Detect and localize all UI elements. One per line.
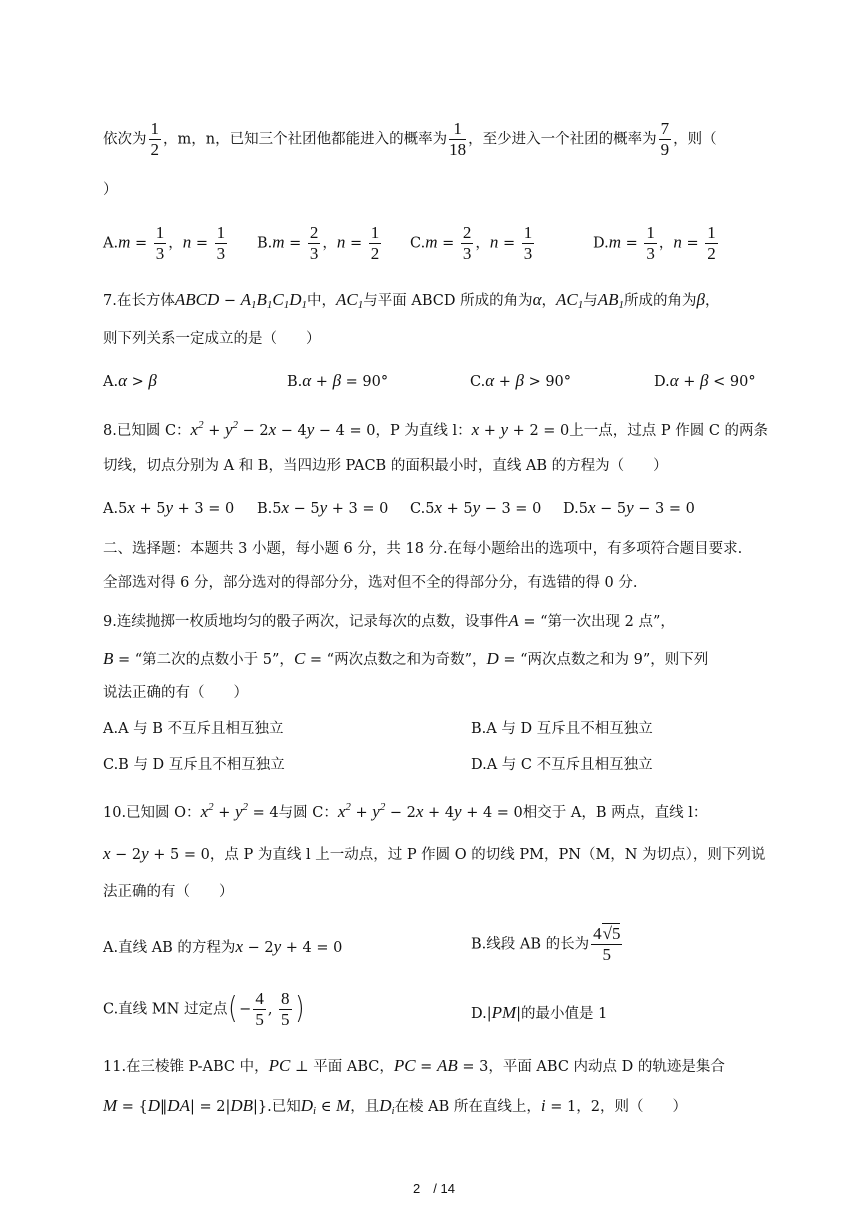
q9-stem-line1: 9.连续抛掷一枚质地均匀的骰子两次，记录每次的点数，设事件A = “第一次出现 2 点”，: [103, 611, 675, 630]
q10-stem-line2: x − 2y + 5 = 0，点 P 为直线 l 上一动点，过 P 作圆 O 的切线 PM，PN（M，N 为切点），则下列说: [103, 844, 766, 863]
q10-stem-line1: 10.已知圆 O：$x^2 + y^2 = 4$与圆 C：$x^2 + y^2 - 2x + 4y + 4 = 0$相交于 A，B 两点，直线 l：: [103, 801, 708, 821]
q7-option-c: C.α + β > 90°: [470, 371, 572, 390]
q6-stem-line2: ）: [103, 182, 118, 198]
fraction: $\frac{1}{2}$: [150, 119, 159, 159]
q6-option-b: B.m = $\frac{2}{3}$ ，n = $\frac{1}{2}$: [257, 223, 380, 263]
q10-option-a: A.直线 AB 的方程为x − 2y + 4 = 0: [103, 937, 343, 956]
q8-option-d: D.5x − 5y − 3 = 0: [563, 498, 695, 517]
q10-option-d: D.|PM|的最小值是 1: [471, 1003, 608, 1022]
q8-option-a: A.5x + 5y + 3 = 0: [103, 498, 235, 517]
q11-stem-line1: 11.在三棱锥 P-ABC 中，PC ⊥ 平面 ABC，PC = AB = 3，平面 ABC 内动点 D 的轨迹是集合: [103, 1056, 725, 1075]
q8-stem-line2: 切线，切点分别为 A 和 B，当四边形 PACB 的面积最小时，直线 AB 的方程为（ ）: [103, 458, 668, 474]
q6-option-d: D.m = $\frac{1}{3}$ ，n = $\frac{1}{2}$: [593, 223, 716, 263]
q7-option-d: D.α + β < 90°: [654, 371, 756, 390]
section2-instructions-line1: 二、选择题：本题共 3 小题，每小题 6 分，共 18 分.在每小题给出的选项中，有多项符合题目要求.: [103, 541, 743, 557]
q11-stem-line2: M = {D‖DA| = 2|DB|}.已知$D_i$ ∈ M，且$D_i$在棱 AB 所在直线上，i = 1，2，则（ ）: [103, 1096, 687, 1117]
section2-instructions-line2: 全部选对得 6 分，部分选对的得部分分，选对但不全的得部分分，有选错的得 0 分.: [103, 575, 638, 591]
q9-option-d: D.A 与 C 不互斥且相互独立: [471, 757, 653, 773]
q9-option-c: C.B 与 D 互斥且不相互独立: [103, 757, 285, 773]
q8-stem-line1: 8.已知圆 C：$x^2 + y^2 - 2x - 4y - 4 = 0$，P 为直线 l：x + y + 2 = 0上一点，过点 P 作圆 C 的两条: [103, 419, 769, 439]
q9-option-b: B.A 与 D 互斥且不相互独立: [471, 721, 653, 737]
q10-option-b: B.线段 AB 的长为 $\frac{4√5}{5}$: [471, 924, 621, 964]
q7-option-b: B.α + β = 90°: [287, 371, 389, 390]
q7-stem-line2: 则下列关系一定成立的是（ ）: [103, 331, 321, 347]
q8-option-b: B.5x − 5y + 3 = 0: [257, 498, 389, 517]
fraction: $\frac{1}{18}$: [449, 119, 467, 159]
q10-stem-line3: 法正确的有（ ）: [103, 884, 234, 900]
q9-option-a: A.A 与 B 不互斥且相互独立: [103, 721, 284, 737]
q6-option-c: C.m = $\frac{2}{3}$ ，n = $\frac{1}{3}$: [410, 223, 533, 263]
q7-option-a: A.α > β: [103, 371, 157, 390]
q8-option-c: C.5x + 5y − 3 = 0: [410, 498, 542, 517]
q9-stem-line2: B = “第二次的点数小于 5”，C = “两次点数之和为奇数”，D = “两次点数之和为 9”，则下列: [103, 649, 709, 668]
fraction: $\frac{7}{9}$: [660, 119, 670, 159]
q9-stem-line3: 说法正确的有（ ）: [103, 685, 248, 701]
page-number: 2 / 14: [413, 1181, 455, 1196]
q10-option-c: C.直线 MN 过定点(− $\frac{4}{5}$ , $\frac{8}{5}$ ): [103, 989, 305, 1029]
q7-stem-line1: 7.在长方体ABCD − $A_1B_1C_1D_1$中，$AC_1$与平面 ABCD 所成的角为α，$AC_1$与$AB_1$所成的角为β，: [103, 290, 720, 311]
q6-option-a: A.m = $\frac{1}{3}$ ，n = $\frac{1}{3}$: [103, 223, 226, 263]
q6-stem-line1: 依次为 $\frac{1}{2}$ ，m，n，已知三个社团他都能进入的概率为 $\frac{1}{18}$ ，至少进入一个社团的概率为 $\frac{7}{9}$ ，则（: [103, 119, 717, 159]
